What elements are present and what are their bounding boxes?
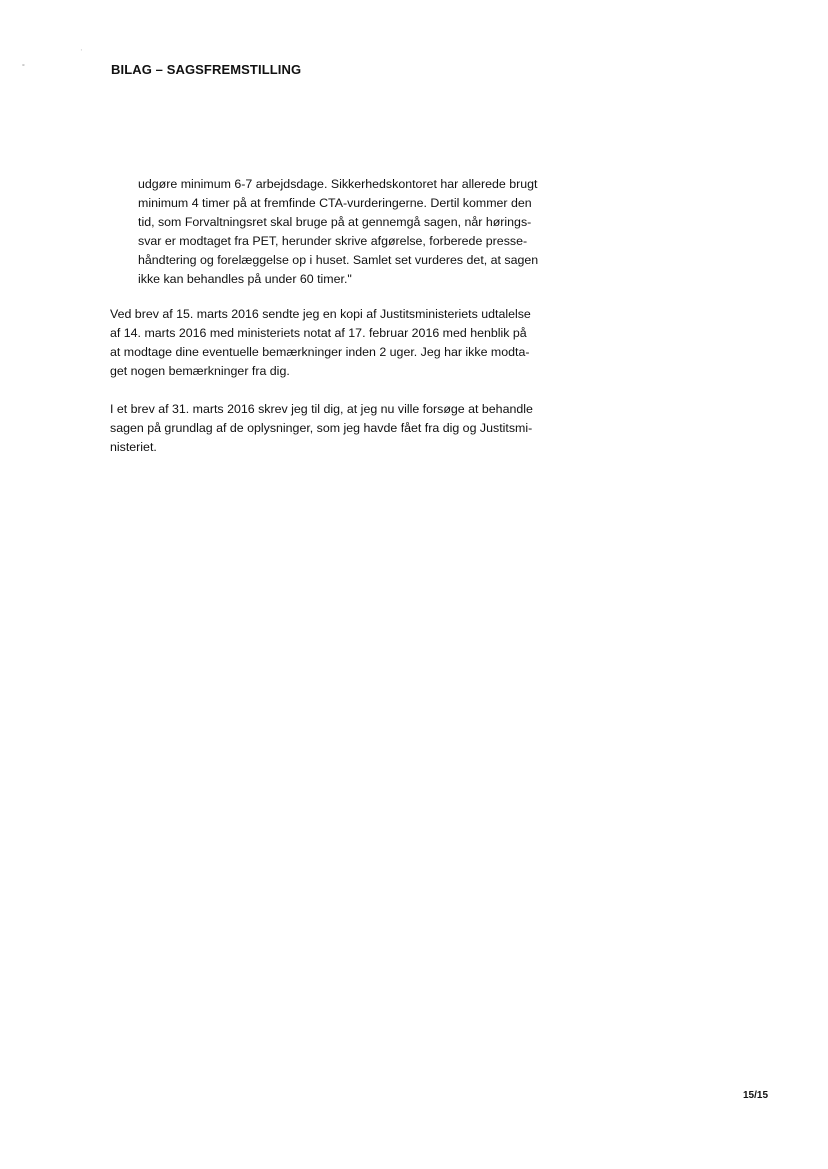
quote-line: tid, som Forvaltningsret skal bruge på at gennemgå sagen, når hørings-	[138, 215, 532, 229]
paragraph-letter-march-31	[110, 400, 585, 457]
page-number: 15/15	[743, 1090, 769, 1101]
scan-speck: ˌ	[80, 44, 83, 51]
paragraph-line: Ved brev af 15. marts 2016 sendte jeg en kopi af Justitsministeriets udtalelse	[110, 307, 531, 321]
scan-speck: °	[22, 64, 25, 71]
paragraph-line: I et brev af 31. marts 2016 skrev jeg til dig, at jeg nu ville forsøge at behandle	[110, 402, 533, 416]
paragraph-line: sagen på grundlag af de oplysninger, som jeg havde fået fra dig og Justitsmi-	[110, 421, 533, 435]
quote-line: ikke kan behandles på under 60 timer."	[138, 272, 352, 286]
paragraph-line: at modtage dine eventuelle bemærkninger inden 2 uger. Jeg har ikke modta-	[110, 345, 530, 359]
paragraph-line: get nogen bemærkninger fra dig.	[110, 364, 290, 378]
quote-line: udgøre minimum 6-7 arbejdsdage. Sikkerhedskontoret har allerede brugt	[138, 177, 538, 191]
paragraph-line: nisteriet.	[110, 440, 157, 454]
paragraph-line: af 14. marts 2016 med ministeriets notat af 17. februar 2016 med henblik på	[110, 326, 527, 340]
quote-line: minimum 4 timer på at fremfinde CTA-vurderingerne. Dertil kommer den	[138, 196, 532, 210]
quote-line: håndtering og forelæggelse op i huset. Samlet set vurderes det, at sagen	[138, 253, 539, 267]
quote-line: svar er modtaget fra PET, herunder skrive afgørelse, forberede presse-	[138, 234, 528, 248]
paragraph-letter-march-15	[110, 305, 585, 381]
quoted-text-block	[138, 175, 583, 289]
page-header-title: BILAG – SAGSFREMSTILLING	[111, 62, 302, 77]
